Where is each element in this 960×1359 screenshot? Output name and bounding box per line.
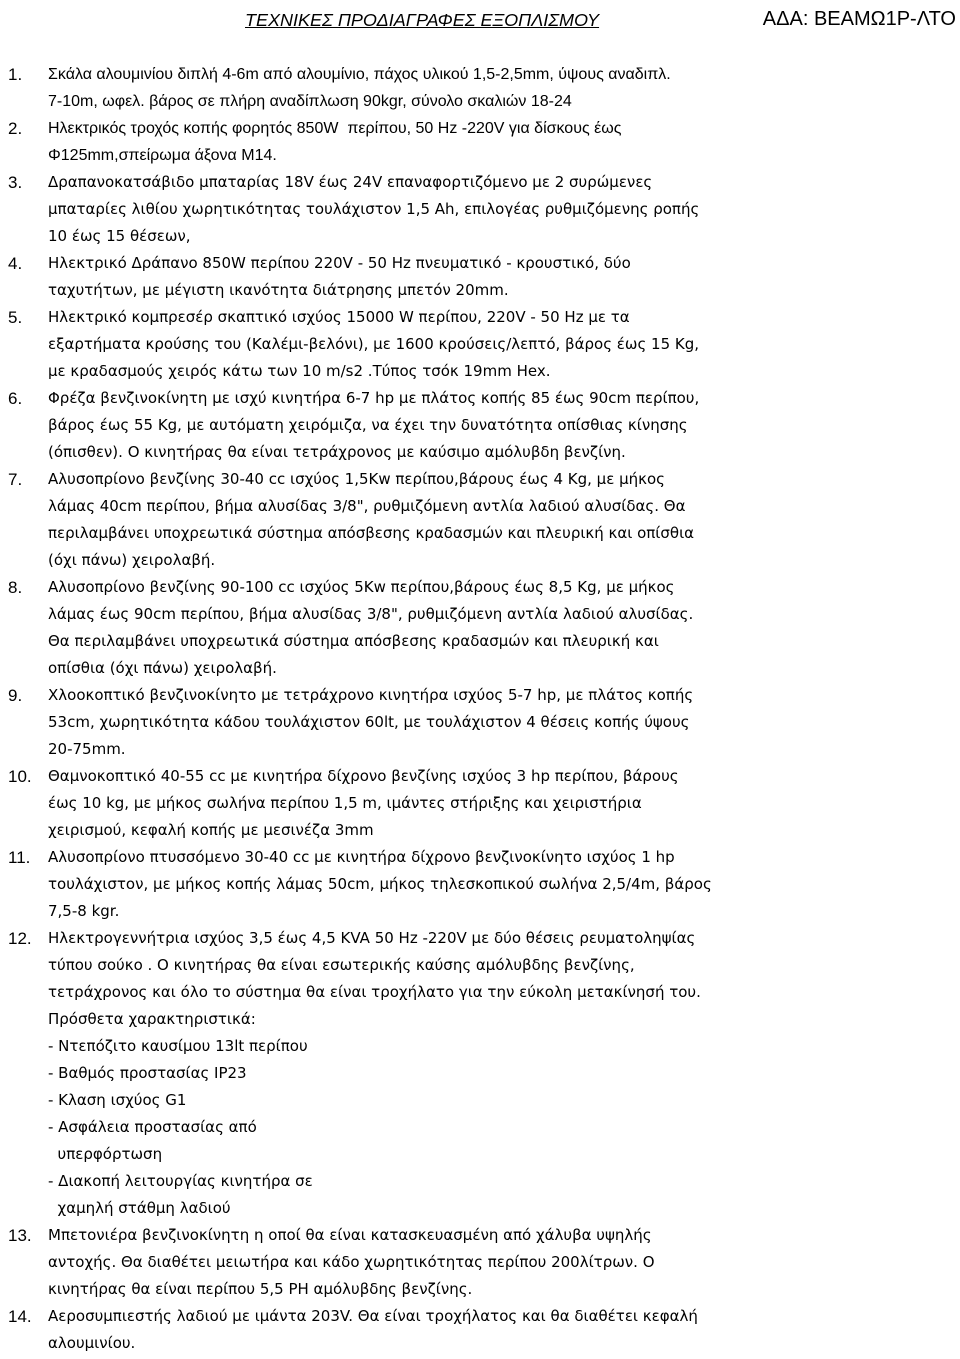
item-line: αλουμινίου.: [48, 1334, 136, 1352]
item-text: [48, 61, 960, 115]
spec-item: [0, 1222, 960, 1303]
item-text: [48, 169, 960, 250]
item-number: 14.: [8, 1307, 32, 1326]
item-line: Χλοοκοπτικό βενζινοκίνητο με τετράχρονο κινητήρα ισχύος 5-7 hp, με πλάτος κοπής: [48, 686, 694, 704]
item-line: βάρος έως 55 Kg, με αυτόματη χειρόμιζα, να έχει την δυνατότητα οπίσθιας κίνησης: [48, 416, 688, 434]
item-number: 4.: [8, 254, 23, 273]
spec-item: [0, 844, 960, 925]
item-line: - Ντεπόζιτο καυσίμου 13lt περίπου: [48, 1037, 308, 1055]
item-text: [48, 385, 960, 466]
item-number: 9.: [8, 686, 23, 705]
item-number: 6.: [8, 389, 23, 408]
item-line: Φρέζα βενζινοκίνητη με ισχύ κινητήρα 6-7 hp με πλάτος κοπής 85 έως 90cm περίπου,: [48, 389, 700, 407]
item-line: 7-10m, ωφελ. βάρος σε πλήρη αναδίπλωση 90kgr, σύνολο σκαλιών 18-24: [48, 93, 572, 110]
item-text: [48, 763, 960, 844]
spec-item: [0, 250, 960, 304]
item-line: έως 10 kg, με μήκος σωλήνα περίπου 1,5 m, ιμάντες στήριξης και χειριστήρια: [48, 794, 642, 812]
item-line: - Κλαση ισχύος G1: [48, 1091, 187, 1109]
item-text: [48, 574, 960, 682]
item-line: Ηλεκτρογεννήτρια ισχύος 3,5 έως 4,5 KVA 50 Hz -220V με δύο θέσεις ρευματοληψίας: [48, 929, 696, 947]
spec-item: [0, 1303, 960, 1357]
spec-item: [0, 574, 960, 682]
item-text: [48, 925, 960, 1222]
item-line: λάμας 40cm περίπου, βήμα αλυσίδας 3/8", ρυθμιζόμενη αντλία λαδιού αλυσίδας. Θα: [48, 497, 686, 515]
item-number: 7.: [8, 470, 23, 489]
item-number: 1.: [8, 65, 23, 84]
item-number: 10.: [8, 767, 32, 786]
item-line: Θαμνοκοπτικό 40-55 cc με κινητήρα δίχρονο βενζίνης ισχύος 3 hp περίπου, βάρους: [48, 767, 679, 785]
item-number: 13.: [8, 1226, 32, 1245]
item-text: [48, 115, 960, 169]
item-line: - Βαθμός προστασίας IP23: [48, 1064, 247, 1082]
item-line: Ηλεκτρικό Δράπανο 850W περίπου 220V - 50 Hz πνευματικό - κρουστικό, δύο: [48, 254, 631, 272]
item-number: 3.: [8, 173, 23, 192]
spec-item: [0, 304, 960, 385]
ada-code: ΑΔΑ: ΒΕΑΜΩ1Ρ-ΛΤΟ: [762, 8, 956, 30]
item-line: με κραδασμούς χειρός κάτω των 10 m/s2 .Τύπος τσόκ 19mm Hex.: [48, 362, 551, 380]
item-line: Φ125mm,σπείρωμα άξονα Μ14.: [48, 147, 277, 164]
item-number: 5.: [8, 308, 23, 327]
item-text: [48, 1222, 960, 1303]
item-line: 20-75mm.: [48, 740, 126, 758]
spec-item: [0, 466, 960, 574]
item-line: κινητήρας θα είναι περίπου 5,5 PH αμόλυβδης βενζίνης.: [48, 1280, 473, 1298]
spec-item: [0, 385, 960, 466]
spec-item: [0, 61, 960, 115]
item-line: Θα περιλαμβάνει υποχρεωτικά σύστημα απόσβεσης κραδασμών και πλευρική και: [48, 632, 659, 650]
item-number: 11.: [8, 848, 31, 867]
item-line: Ηλεκτρικό κομπρεσέρ σκαπτικό ισχύος 15000 W περίπου, 220V - 50 Hz με τα: [48, 308, 630, 326]
spec-item: [0, 763, 960, 844]
item-text: [48, 250, 960, 304]
item-line: (όχι πάνω) χειρολαβή.: [48, 551, 216, 569]
spec-item: [0, 169, 960, 250]
item-number: 8.: [8, 578, 23, 597]
item-line: μπαταρίες λιθίου χωρητικότητας τουλάχιστον 1,5 Ah, επιλογέας ρυθμιζόμενης ροπής: [48, 200, 700, 218]
item-text: [48, 304, 960, 385]
item-line: τύπου σούκο . Ο κινητήρας θα είναι εσωτερικής καύσης αμόλυβδης βενζίνης,: [48, 956, 635, 974]
item-line: 53cm, χωρητικότητα κάδου τουλάχιστον 60lt, με τουλάχιστον 4 θέσεις κοπής ύψους: [48, 713, 690, 731]
item-line: ταχυτήτων, με μέγιστη ικανότητα διάτρησης μπετόν 20mm.: [48, 281, 509, 299]
item-line: Αλυσοπρίονο βενζίνης 90-100 cc ισχύος 5Kw περίπου,βάρους έως 8,5 Kg, με μήκος: [48, 578, 675, 596]
item-line: Πρόσθετα χαρακτηριστικά:: [48, 1010, 256, 1028]
spec-item: [0, 925, 960, 1222]
spec-list: [0, 61, 960, 1357]
item-line: περιλαμβάνει υποχρεωτικά σύστημα απόσβεσης κραδασμών και πλευρική και οπίσθια: [48, 524, 695, 542]
item-line: 7,5-8 kgr.: [48, 902, 120, 920]
item-line: (όπισθεν). Ο κινητήρας θα είναι τετράχρονος με καύσιμο αμόλυβδη βενζίνη.: [48, 443, 626, 461]
item-line: τετράχρονος και όλο το σύστημα θα είναι τροχήλατο για την εύκολη μετακίνησή του.: [48, 983, 701, 1001]
item-line: τουλάχιστον, με μήκος κοπής λάμας 50cm, μήκος τηλεσκοπικού σωλήνα 2,5/4m, βάρος: [48, 875, 712, 893]
item-line: χαμηλή στάθμη λαδιού: [48, 1199, 231, 1217]
item-line: υπερφόρτωση: [48, 1145, 163, 1163]
item-text: [48, 466, 960, 574]
item-line: Αλυσοπρίονο πτυσσόμενο 30-40 cc με κινητήρα δίχρονο βενζινοκίνητο ισχύος 1 hp: [48, 848, 675, 866]
item-line: Αλυσοπρίονο βενζίνης 30-40 cc ισχύος 1,5Kw περίπου,βάρους έως 4 Kg, με μήκος: [48, 470, 665, 488]
item-line: - Διακοπή λειτουργίας κινητήρα σε: [48, 1172, 313, 1190]
item-text: [48, 682, 960, 763]
item-text: [48, 1303, 960, 1357]
item-line: Μπετονιέρα βενζινοκίνητη η οποί θα είναι κατασκευασμένη από χάλυβα υψηλής: [48, 1226, 652, 1244]
item-line: οπίσθια (όχι πάνω) χειρολαβή.: [48, 659, 277, 677]
item-number: 2.: [8, 119, 23, 138]
item-number: 12.: [8, 929, 32, 948]
item-line: Ηλεκτρικός τροχός κοπής φορητός 850W περίπου, 50 Hz -220V για δίσκους έως: [48, 120, 622, 137]
item-text: [48, 844, 960, 925]
item-line: Δραπανοκατσάβιδο μπαταρίας 18V έως 24V επαναφορτιζόμενο με 2 συρώμενες: [48, 173, 653, 191]
item-line: εξαρτήματα κρούσης του (Καλέμι-βελόνι), με 1600 κρούσεις/λεπτό, βάρος έως 15 Kg,: [48, 335, 700, 353]
item-line: χειρισμού, κεφαλή κοπής με μεσινέζα 3mm: [48, 821, 374, 839]
item-line: - Ασφάλεια προστασίας από: [48, 1118, 257, 1136]
spec-item: [0, 682, 960, 763]
document-title: ΤΕΧΝΙΚΕΣ ΠΡΟΔΙΑΓΡΑΦΕΣ ΕΞΟΠΛΙΣΜΟΥ: [245, 10, 600, 30]
item-line: λάμας έως 90cm περίπου, βήμα αλυσίδας 3/8", ρυθμιζόμενη αντλία λαδιού αλυσίδας.: [48, 605, 694, 623]
item-line: αντοχής. Θα διαθέτει μειωτήρα και κάδο χωρητικότητας περίπου 200λίτρων. Ο: [48, 1253, 655, 1271]
item-line: Σκάλα αλουμινίου διπλή 4-6m από αλουμίνιο, πάχος υλικού 1,5-2,5mm, ύψους αναδιπλ.: [48, 66, 671, 83]
spec-item: [0, 115, 960, 169]
item-line: Αεροσυμπιεστής λαδιού με ιμάντα 203V. Θα είναι τροχήλατος και θα διαθέτει κεφαλή: [48, 1307, 698, 1325]
item-line: 10 έως 15 θέσεων,: [48, 227, 191, 245]
